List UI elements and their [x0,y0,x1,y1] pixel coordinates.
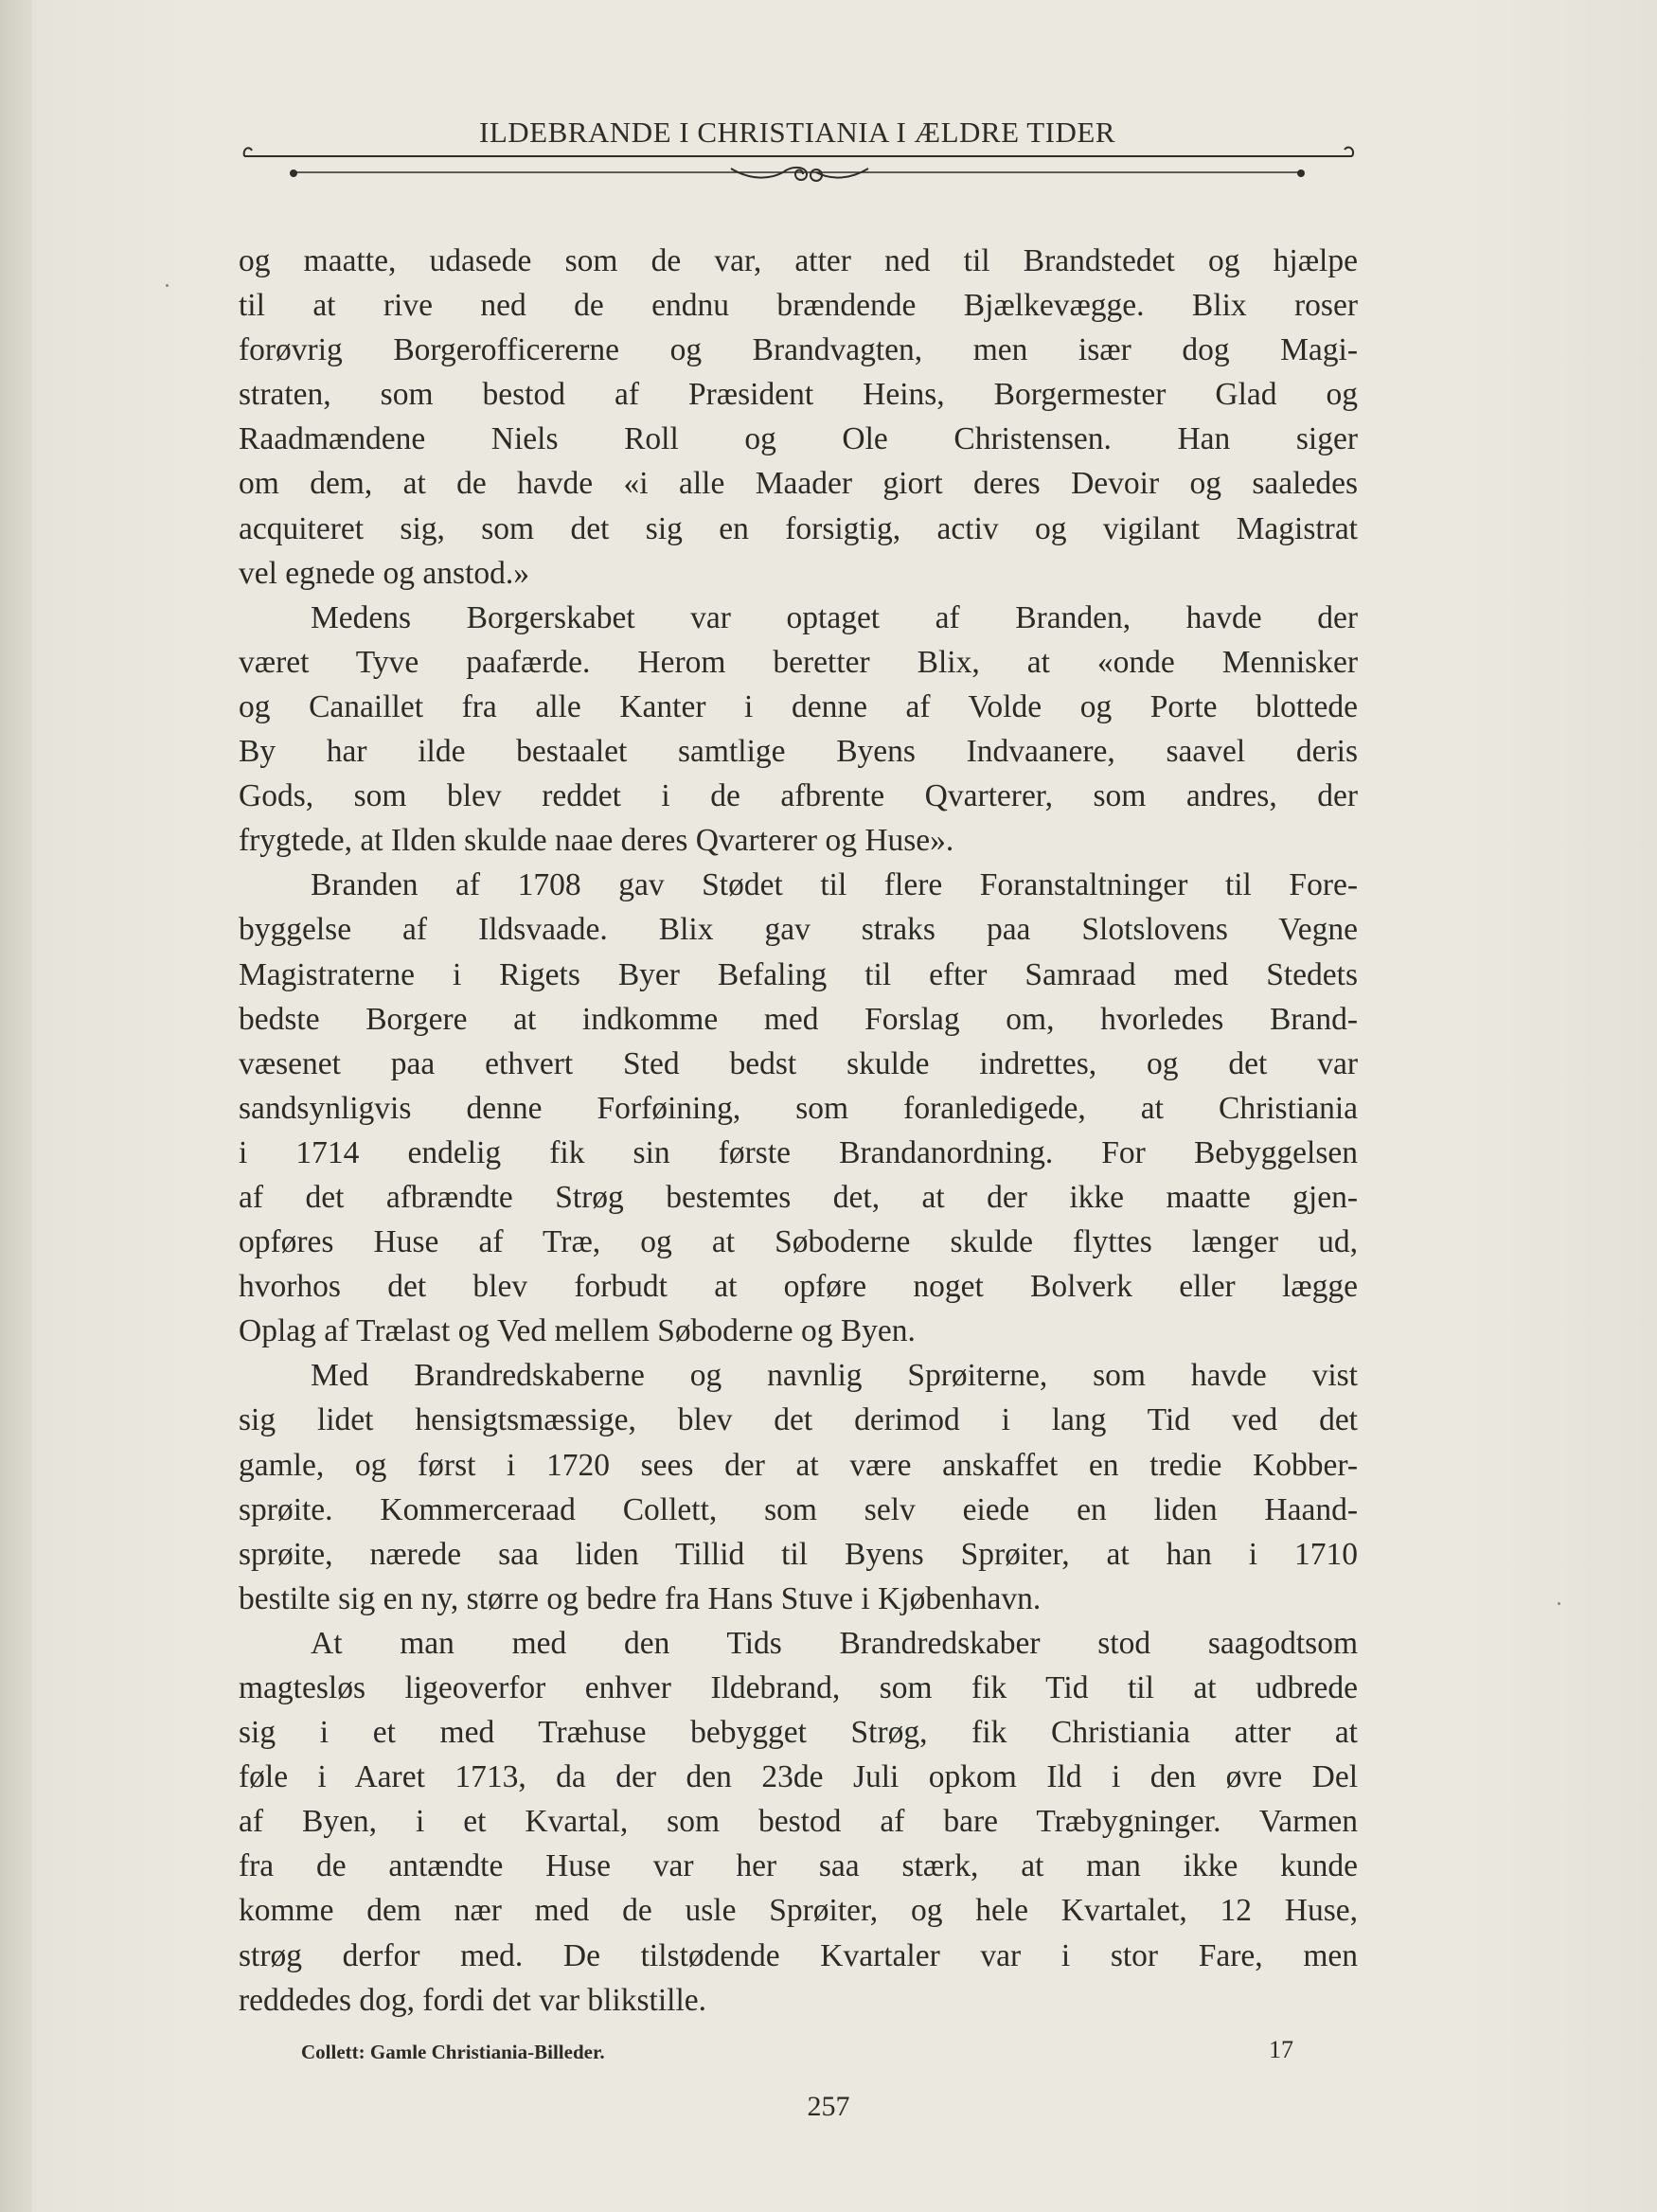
text-line: komme dem nær med de usle Sprøiter, og hele Kvartalet, 12 Huse, [239,1893,1358,1929]
text-line: Magistraterne i Rigets Byer Befaling til efter Samraad med Stedets [239,956,1358,992]
text-line: til at rive ned de endnu brændende Bjælkevægge. Blix roser [239,288,1358,324]
paper-speck [166,284,169,287]
page-gutter-shadow [0,0,32,2212]
text-line: sig lidet hensigtsmæssige, blev det derimod i lang Tid ved det [239,1402,1358,1438]
text-line: i 1714 endelig fik sin første Brandanordning. For Bebyggelsen [239,1134,1358,1170]
text-line: Medens Borgerskabet var optaget af Branden, havde der [311,599,1358,635]
body-text [239,239,1358,2023]
text-line: gamle, og først i 1720 sees der at være anskaffet en tredie Kobber- [239,1447,1358,1483]
text-line: acquiteret sig, som det sig en forsigtig, activ og vigilant Magistrat [239,510,1358,546]
text-line: Branden af 1708 gav Stødet til flere Foranstaltninger til Fore- [311,867,1358,903]
text-line: føle i Aaret 1713, da der den 23de Juli opkom Ild i den øvre Del [239,1759,1358,1795]
text-line: sig i et med Træhuse bebygget Strøg, fik Christiania atter at [239,1715,1358,1751]
text-line: At man med den Tids Brandredskaber stod saagodtsom [311,1625,1358,1661]
text-line: været Tyve paafærde. Herom beretter Blix, at «onde Mennisker [239,644,1358,680]
text-line: vel egnede og anstod.» [239,555,529,591]
text-line: opføres Huse af Træ, og at Søboderne skulde flyttes længer ud, [239,1224,1358,1260]
text-line: og maatte, udasede som de var, atter ned til Brandstedet og hjælpe [239,243,1358,278]
text-line: straten, som bestod af Præsident Heins, Borgermester Glad og [239,377,1358,413]
text-line: Oplag af Trælast og Ved mellem Søboderne og Byen. [239,1313,916,1349]
text-line: reddedes dog, fordi det var blikstille. [239,1982,706,2018]
text-line: sandsynligvis denne Forføining, som foranledigede, at Christiania [239,1090,1358,1126]
text-line: og Canaillet fra alle Kanter i denne af Volde og Porte blottede [239,688,1358,724]
text-line: Raadmændene Niels Roll og Ole Christensen. Han siger [239,421,1358,457]
text-line: om dem, at de havde «i alle Maader giort deres Devoir og saaledes [239,466,1358,502]
text-line: By har ilde bestaalet samtlige Byens Indvaanere, saavel deris [239,734,1358,770]
text-line: strøg derfor med. De tilstødende Kvartaler var i stor Fare, men [239,1937,1358,1973]
text-line: fra de antændte Huse var her saa stærk, at man ikke kunde [239,1848,1358,1884]
text-line: forøvrig Borgerofficererne og Brandvagten, men især dog Magi- [239,332,1358,368]
running-title: ILDEBRANDE I CHRISTIANIA I ÆLDRE TIDER [479,116,1115,149]
text-line: magtesløs ligeoverfor enhver Ildebrand, som fik Tid til at udbrede [239,1670,1358,1705]
text-line: byggelse af Ildsvaade. Blix gav straks paa Slotslovens Vegne [239,912,1358,948]
signature-number: 17 [1269,2036,1293,2063]
text-line: sprøite. Kommerceraad Collett, som selv eiede en liden Haand- [239,1491,1358,1527]
signature-line: Collett: Gamle Christiania-Billeder. [301,2041,605,2063]
ornamental-rule-icon [239,127,1361,193]
paper-speck [1558,1602,1560,1605]
text-line: bedste Borgere at indkomme med Forslag om, hvorledes Brand- [239,1001,1358,1037]
text-line: af det afbrændte Strøg bestemtes det, at der ikke maatte gjen- [239,1179,1358,1215]
text-line: frygtede, at Ilden skulde naae deres Qvarterer og Huse». [239,823,954,859]
text-line: Gods, som blev reddet i de afbrente Qvarterer, som andres, der [239,778,1358,814]
text-line: Med Brandredskaberne og navnlig Sprøiterne, som havde vist [311,1358,1358,1394]
text-line: af Byen, i et Kvartal, som bestod af bare Træbygninger. Varmen [239,1804,1358,1840]
text-line: hvorhos det blev forbudt at opføre noget Bolverk eller lægge [239,1269,1358,1305]
text-line: sprøite, nærede saa liden Tillid til Byens Sprøiter, at han i 1710 [239,1536,1358,1572]
text-line: væsenet paa ethvert Sted bedst skulde indrettes, og det var [239,1045,1358,1081]
page-number: 257 [807,2091,850,2122]
text-line: bestilte sig en ny, større og bedre fra Hans Stuve i Kjøbenhavn. [239,1580,1042,1616]
